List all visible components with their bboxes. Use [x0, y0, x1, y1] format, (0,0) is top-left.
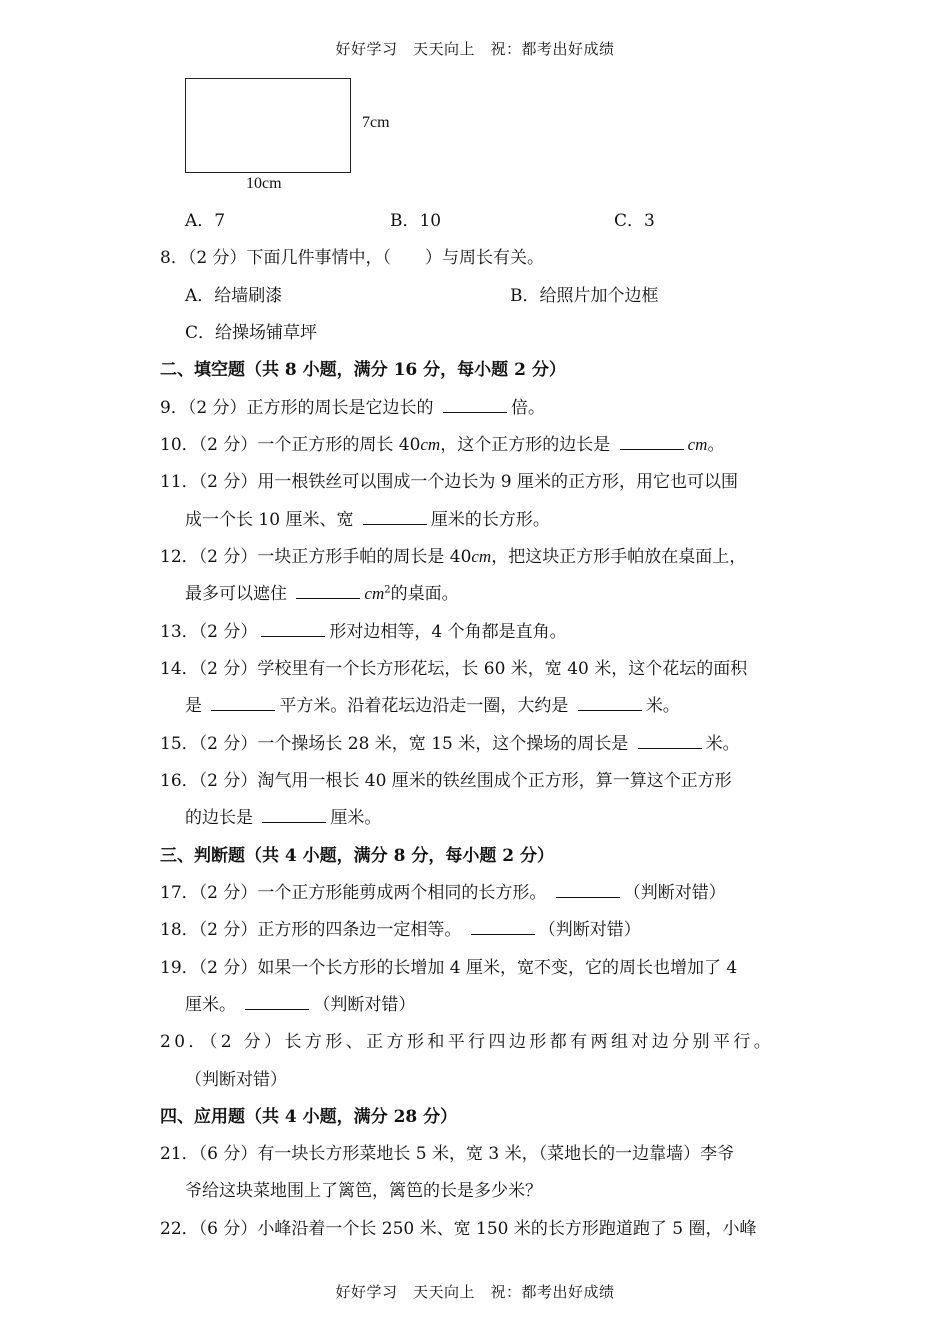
q8-option-b: B．给照片加个边框	[510, 286, 659, 306]
q19-text: 厘米。	[185, 995, 242, 1015]
q8-option-a: A．给墙刷漆	[185, 286, 283, 306]
q12-unit: cm	[471, 547, 492, 566]
q11-suffix: 厘米的长方形。	[430, 510, 550, 530]
q16-line-2	[185, 803, 381, 828]
rectangle-figure	[185, 78, 351, 173]
q12-superscript: 2	[384, 584, 391, 596]
q8-option-c: C．给操场铺草坪	[185, 323, 318, 343]
q10-suffix: 。	[707, 435, 725, 455]
q18-suffix: （判断对错）	[538, 920, 641, 940]
q11-text: 成一个长 10 厘米、宽	[185, 510, 359, 530]
q12-text-3: 最多可以遮住	[185, 584, 293, 604]
q18	[160, 915, 641, 940]
q9-suffix: 倍。	[510, 398, 545, 418]
q18-blank[interactable]	[471, 920, 535, 935]
q12-unit-2: cm	[364, 584, 385, 603]
q14-line-1: 14．（2 分）学校里有一个长方形花坛，长 60 米，宽 40 米，这个花坛的面积	[160, 659, 748, 679]
q10-text: 10．（2 分）一个正方形的周长 40	[160, 435, 421, 455]
q15-blank[interactable]	[638, 734, 702, 749]
q13-blank[interactable]	[261, 622, 325, 637]
q8-stem: 8．（2 分）下面几件事情中，（ ）与周长有关。	[160, 248, 545, 268]
q16-line-1: 16．（2 分）淘气用一根长 40 厘米的铁丝围成个正方形，算一算这个正方形	[160, 771, 732, 791]
q19-line-1: 19．（2 分）如果一个长方形的长增加 4 厘米，宽不变，它的周长也增加了 4	[160, 958, 738, 978]
q12-text: 12．（2 分）一块正方形手帕的周长是 40	[160, 547, 472, 567]
q11-line-1: 11．（2 分）用一根铁丝可以围成一个边长为 9 厘米的正方形，用它也可以围	[160, 472, 738, 492]
page-footer: 好好学习 天天向上 祝：都考出好成绩	[335, 1283, 615, 1301]
q13-suffix: 形对边相等，4 个角都是直角。	[329, 622, 567, 642]
height-label: 7cm	[362, 114, 390, 131]
q17-text: 17．（2 分）一个正方形能剪成两个相同的长方形。	[160, 883, 552, 903]
q14-line-2	[185, 691, 680, 716]
q12-suffix: 的桌面。	[390, 584, 459, 604]
q16-text: 的边长是	[185, 808, 259, 828]
q11-line-2	[185, 505, 550, 530]
q14-text-2: 平方米。沿着花坛边沿走一圈，大约是	[279, 696, 574, 716]
q10-unit: cm	[420, 435, 441, 454]
q17-suffix: （判断对错）	[623, 883, 726, 903]
q13-text: 13．（2 分）	[160, 622, 258, 642]
q10-text-mid: ，这个正方形的边长是	[440, 435, 616, 455]
q20-line-2: （判断对错）	[185, 1070, 287, 1090]
section-2-heading: 二、填空题（共 8 小题，满分 16 分，每小题 2 分）	[160, 360, 566, 380]
q13	[160, 617, 567, 642]
q12-line-2	[185, 579, 459, 604]
q15-text: 15．（2 分）一个操场长 28 米，宽 15 米，这个操场的周长是	[160, 734, 634, 754]
q15-suffix: 米。	[705, 734, 740, 754]
page-header: 好好学习 天天向上 祝：都考出好成绩	[335, 40, 615, 58]
q19-blank[interactable]	[245, 995, 309, 1010]
q16-suffix: 厘米。	[330, 808, 382, 828]
q14-suffix: 米。	[645, 696, 680, 716]
q10-unit-2: cm	[687, 435, 708, 454]
q9-text: 9．（2 分）正方形的周长是它边长的	[160, 398, 439, 418]
q7-option-a: A．7	[185, 211, 226, 231]
q18-text: 18．（2 分）正方形的四条边一定相等。	[160, 920, 467, 940]
q10	[160, 430, 724, 455]
q20-line-1: 20．（2 分）长方形、正方形和平行四边形都有两组对边分别平行。	[160, 1032, 775, 1052]
q9	[160, 393, 545, 418]
q14-blank-2[interactable]	[578, 696, 642, 711]
q12-text-2: ，把这块正方形手帕放在桌面上，	[491, 547, 747, 567]
section-4-heading: 四、应用题（共 4 小题，满分 28 分）	[160, 1107, 458, 1127]
q15	[160, 729, 740, 754]
q19-suffix: （判断对错）	[313, 995, 416, 1015]
q21-line-1: 21．（6 分）有一块长方形菜地长 5 米，宽 3 米，（菜地长的一边靠墙）李爷	[160, 1144, 735, 1164]
width-label: 10cm	[246, 175, 282, 192]
q17	[160, 878, 726, 903]
q11-blank[interactable]	[363, 510, 427, 525]
q14-text: 是	[185, 696, 208, 716]
q7-option-b: B．10	[390, 211, 442, 231]
q16-blank[interactable]	[262, 808, 326, 823]
q14-blank-1[interactable]	[211, 696, 275, 711]
q12-blank[interactable]	[296, 584, 360, 599]
q22-line-1: 22．（6 分）小峰沿着一个长 250 米、宽 150 米的长方形跑道跑了 5 圈，小峰	[160, 1219, 757, 1239]
q12-line-1	[160, 542, 746, 567]
q17-blank[interactable]	[556, 883, 620, 898]
q7-option-c: C．3	[614, 211, 655, 231]
section-3-heading: 三、判断题（共 4 小题，满分 8 分，每小题 2 分）	[160, 846, 554, 866]
q10-blank[interactable]	[620, 435, 684, 450]
q21-line-2: 爷给这块菜地围上了篱笆，篱笆的长是多少米？	[185, 1181, 542, 1201]
q19-line-2	[185, 990, 415, 1015]
q9-blank[interactable]	[443, 398, 507, 413]
